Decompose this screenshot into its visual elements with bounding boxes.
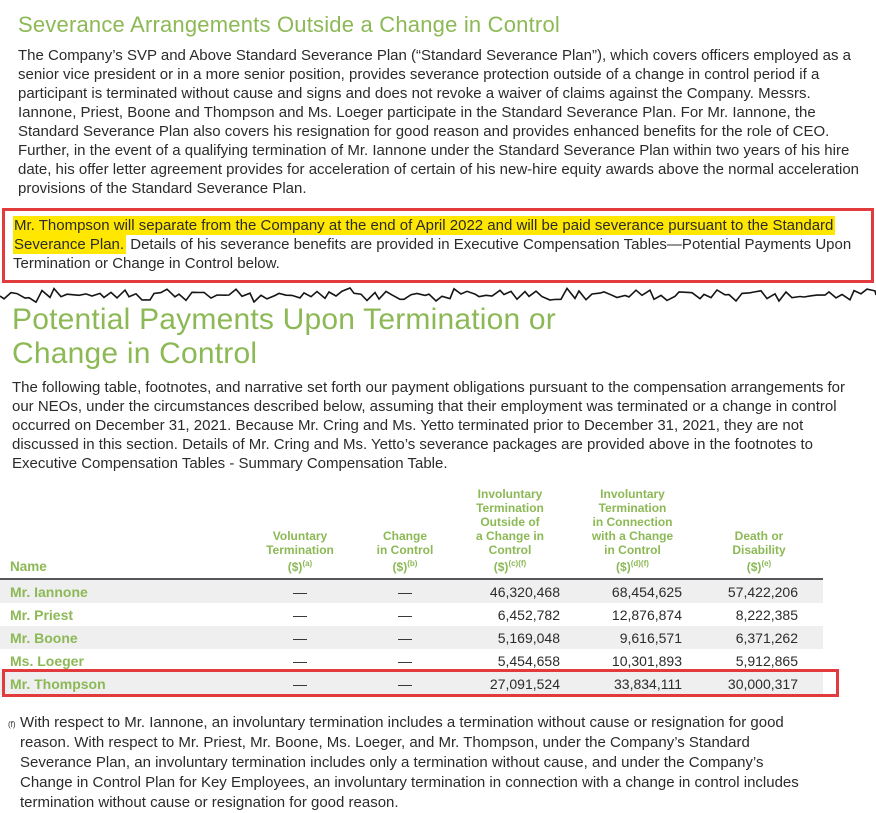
section1-body: The Company’s SVP and Above Standard Severance Plan (“Standard Severance Plan”), which covers officers employed as a senior vice president or in a more senior position, provides severance protection outside of a change in control period if a participant is terminated without cause and signs and does not revoke a waiver of claims against the Company. Messrs. Iannone, Priest, Boone and Thompson and Ms. Loeger participate in the Standard Severance Plan. For Mr. Iannone, the Standard Severance Plan also covers his resignation for good reason and provides enhanced benefits for the role of CEO. Further, in the event of a qualifying termination of Mr. Iannone under the Standard Severance Plan within two years of his hire date, his offer letter agreement provides for acceleration of certain of his new-hire equity awards above the normal acceleration provisions of the Standard Severance Plan. [18, 47, 860, 197]
table-header-row [0, 487, 823, 580]
row-value: — [293, 652, 307, 669]
highlight-annotation-box [2, 208, 874, 283]
row-value: 33,834,111 [614, 675, 682, 692]
table-row-mr-boone [0, 626, 823, 649]
row-value: 8,222,385 [735, 606, 798, 623]
row-value: — [293, 629, 307, 646]
callout-rest-text: Details of his severance benefits are provided in Executive Compensation Tables—Potential Payments Upon Termination or Change in Control below. [13, 236, 852, 272]
row-value: 30,000,317 [727, 675, 798, 692]
row-value: — [293, 583, 307, 600]
potential-payments-table [0, 487, 823, 695]
column-header-3: Involuntary Termination Outside of a Change in Control ($)$^{(c)(f)}$ [475, 487, 544, 574]
table-body [0, 580, 823, 695]
row-value: — [398, 629, 412, 646]
row-value: 5,169,048 [497, 629, 560, 646]
row-value: 57,422,206 [727, 583, 798, 600]
table-row-mr-thompson [0, 672, 823, 695]
row-value: 12,876,874 [611, 606, 682, 623]
row-value: — [398, 606, 412, 623]
row-value: 5,912,865 [735, 652, 798, 669]
row-value: 27,091,524 [489, 675, 560, 692]
row-name: Mr. Iannone [10, 583, 88, 600]
footnote-text: With respect to Mr. Iannone, an involuntary termination includes a termination without cause or resignation for good reason. With respect to Mr. Priest, Mr. Boone, Ms. Loeger, and Mr. Thompson, under the Company’s Standard Severance Plan, an involuntary termination includes only a termination without cause, and under the Company’s Change in Control Plan for Key Employees, an involuntary termination in connection with a change in control includes termination without cause or resignation for good reason. [20, 714, 799, 811]
row-value: — [398, 675, 412, 692]
column-header-4: Involuntary Termination in Connection with a Change in Control ($)$^{(d)(f)}$ [591, 487, 674, 574]
row-name: Ms. Loeger [10, 652, 84, 669]
section2-title [12, 303, 866, 371]
column-header-1: Voluntary Termination ($)$^{(a)}$ [266, 529, 334, 574]
section2-title-line1: Potential Payments Upon Termination or [12, 303, 556, 336]
column-header-name: Name [10, 559, 47, 574]
row-value: 10,301,893 [611, 652, 682, 669]
section2-body: The following table, footnotes, and narrative set forth our payment obligations pursuant to the compensation arrangements for our NEOs, under the circumstances described below, assuming that their employment was terminated or a change in control occurred on December 31, 2021. Because Mr. Cring and Ms. Yetto terminated prior to December 31, 2021, they are not discussed in this section. Details of Mr. Cring and Ms. Yetto’s severance packages are provided above in the footnotes to Executive Compensation Tables - Summary Compensation Table. [12, 379, 845, 472]
row-value: — [398, 652, 412, 669]
row-value: 46,320,468 [489, 583, 560, 600]
row-value: 6,371,262 [735, 629, 798, 646]
column-header-2: Change in Control ($)$^{(b)}$ [376, 529, 434, 574]
footnote-marker: (f) [8, 720, 16, 729]
footnote-f [8, 713, 852, 813]
row-value: 5,454,658 [497, 652, 560, 669]
row-name: Mr. Priest [10, 606, 74, 623]
table-row-mr-priest [0, 603, 823, 626]
row-name: Mr. Thompson [10, 675, 106, 692]
row-value: — [293, 606, 307, 623]
section1-title: Severance Arrangements Outside a Change in Control [18, 12, 560, 37]
table-row-mr-iannone [0, 580, 823, 603]
row-value: 6,452,782 [497, 606, 560, 623]
section2-title-line2: Change in Control [12, 337, 258, 370]
highlighted-sentence: Mr. Thompson will separate from the Company at the end of April 2022 and will be paid severance pursuant to the Standard Severance Plan. [14, 217, 834, 253]
row-value: — [398, 583, 412, 600]
row-name: Mr. Boone [10, 629, 78, 646]
row-value: — [293, 675, 307, 692]
row-value: 9,616,571 [619, 629, 682, 646]
row-value: 68,454,625 [611, 583, 682, 600]
column-header-5: Death or Disability ($)$^{(e)}$ [732, 529, 786, 574]
table-row-ms-loeger [0, 649, 823, 672]
torn-edge-divider [0, 287, 876, 303]
